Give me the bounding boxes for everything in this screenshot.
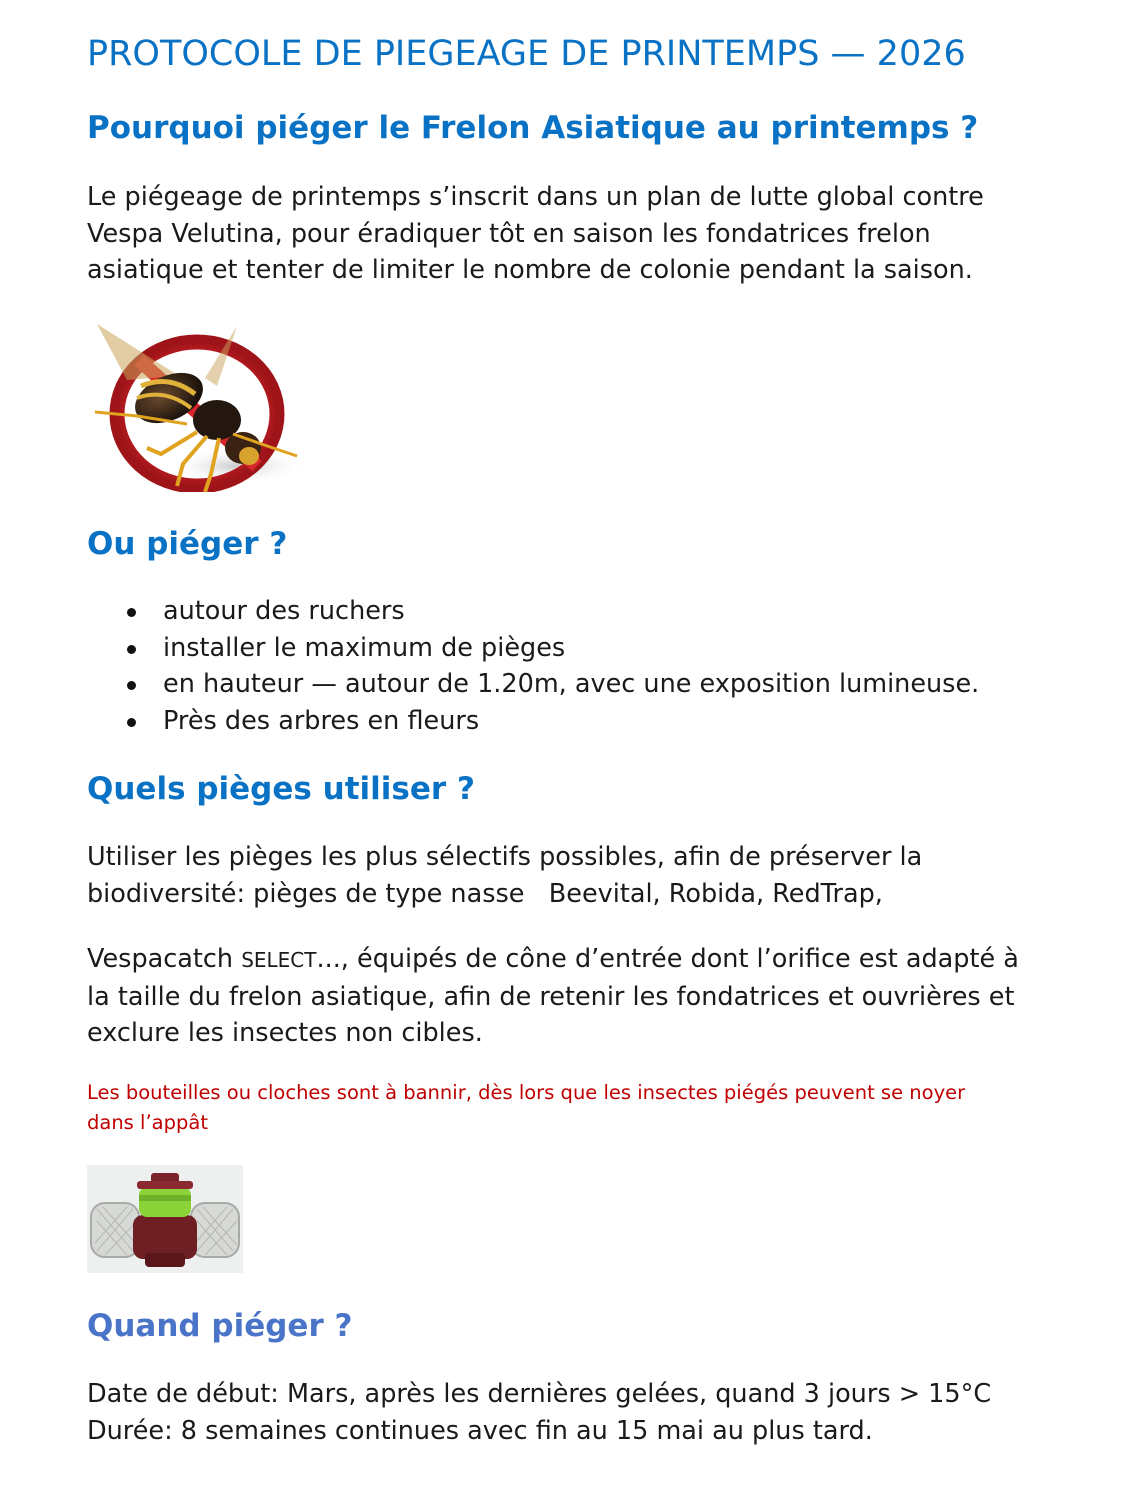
paragraph-line: Vespa Velutina, pour éradiquer tôt en saison les fondatrices frelon	[87, 218, 931, 249]
paragraph-which-1	[87, 839, 1077, 912]
bullet-icon	[127, 645, 136, 654]
list-item-text: autour des ruchers	[163, 596, 405, 626]
list-item	[87, 630, 979, 667]
bullet-icon	[127, 608, 136, 617]
paragraph-line: Utiliser les pièges les plus sélectifs possibles, afin de préserver la	[87, 842, 923, 872]
list-item-text: installer le maximum de pièges	[163, 632, 566, 663]
paragraph-line: la taille du frelon asiatique, afin de retenir les fondatrices et ouvrières et	[87, 981, 1015, 1012]
paragraph-when	[87, 1376, 1077, 1449]
list-item	[87, 703, 979, 740]
heading-which: Quels pièges utiliser ?	[87, 771, 475, 807]
paragraph-line: Le piégeage de printemps s’inscrit dans un plan de lutte global contre	[87, 182, 984, 212]
bullet-icon	[127, 681, 136, 690]
trap-image	[87, 1165, 243, 1273]
where-list	[87, 593, 979, 739]
brand-text: Vespacatch	[87, 944, 242, 974]
heading-why: Pourquoi piéger le Frelon Asiatique au printemps ?	[87, 110, 979, 146]
paragraph-text: ..., équipés de cône d’entrée dont l’orifice est adapté à	[316, 944, 1019, 974]
document-title: PROTOCOLE DE PIEGEAGE DE PRINTEMPS — 2026	[87, 34, 966, 74]
paragraph-line: asiatique et tenter de limiter le nombre de colonie pendant la saison.	[87, 255, 973, 285]
list-item-text: Près des arbres en fleurs	[163, 705, 480, 736]
warning-line: dans l’appât	[87, 1111, 208, 1134]
paragraph-line: Durée: 8 semaines continues avec fin au 15 mai au plus tard.	[87, 1415, 873, 1446]
paragraph-line: exclure les insectes non cibles.	[87, 1018, 483, 1048]
no-hornet-image	[87, 316, 305, 492]
paragraph-line	[87, 941, 1077, 979]
paragraph-line: biodiversité: pièges de type nasse Beevital, Robida, RedTrap,	[87, 878, 883, 909]
list-item	[87, 666, 979, 703]
list-item-text: en hauteur — autour de 1.20m, avec une exposition lumineuse.	[163, 669, 980, 699]
brand-smallcaps: SELECT	[241, 948, 317, 972]
paragraph-line: Date de début: Mars, après les dernières gelées, quand 3 jours > 15°C	[87, 1379, 992, 1409]
list-item	[87, 593, 979, 630]
warning-note	[87, 1078, 1077, 1138]
warning-line: Les bouteilles ou cloches sont à bannir, dès lors que les insectes piégés peuvent se noyer	[87, 1081, 966, 1104]
paragraph-why	[87, 179, 1077, 289]
heading-where: Ou piéger ?	[87, 526, 288, 562]
heading-when: Quand piéger ?	[87, 1308, 353, 1344]
bullet-icon	[127, 718, 136, 727]
paragraph-which-2	[87, 941, 1077, 1052]
